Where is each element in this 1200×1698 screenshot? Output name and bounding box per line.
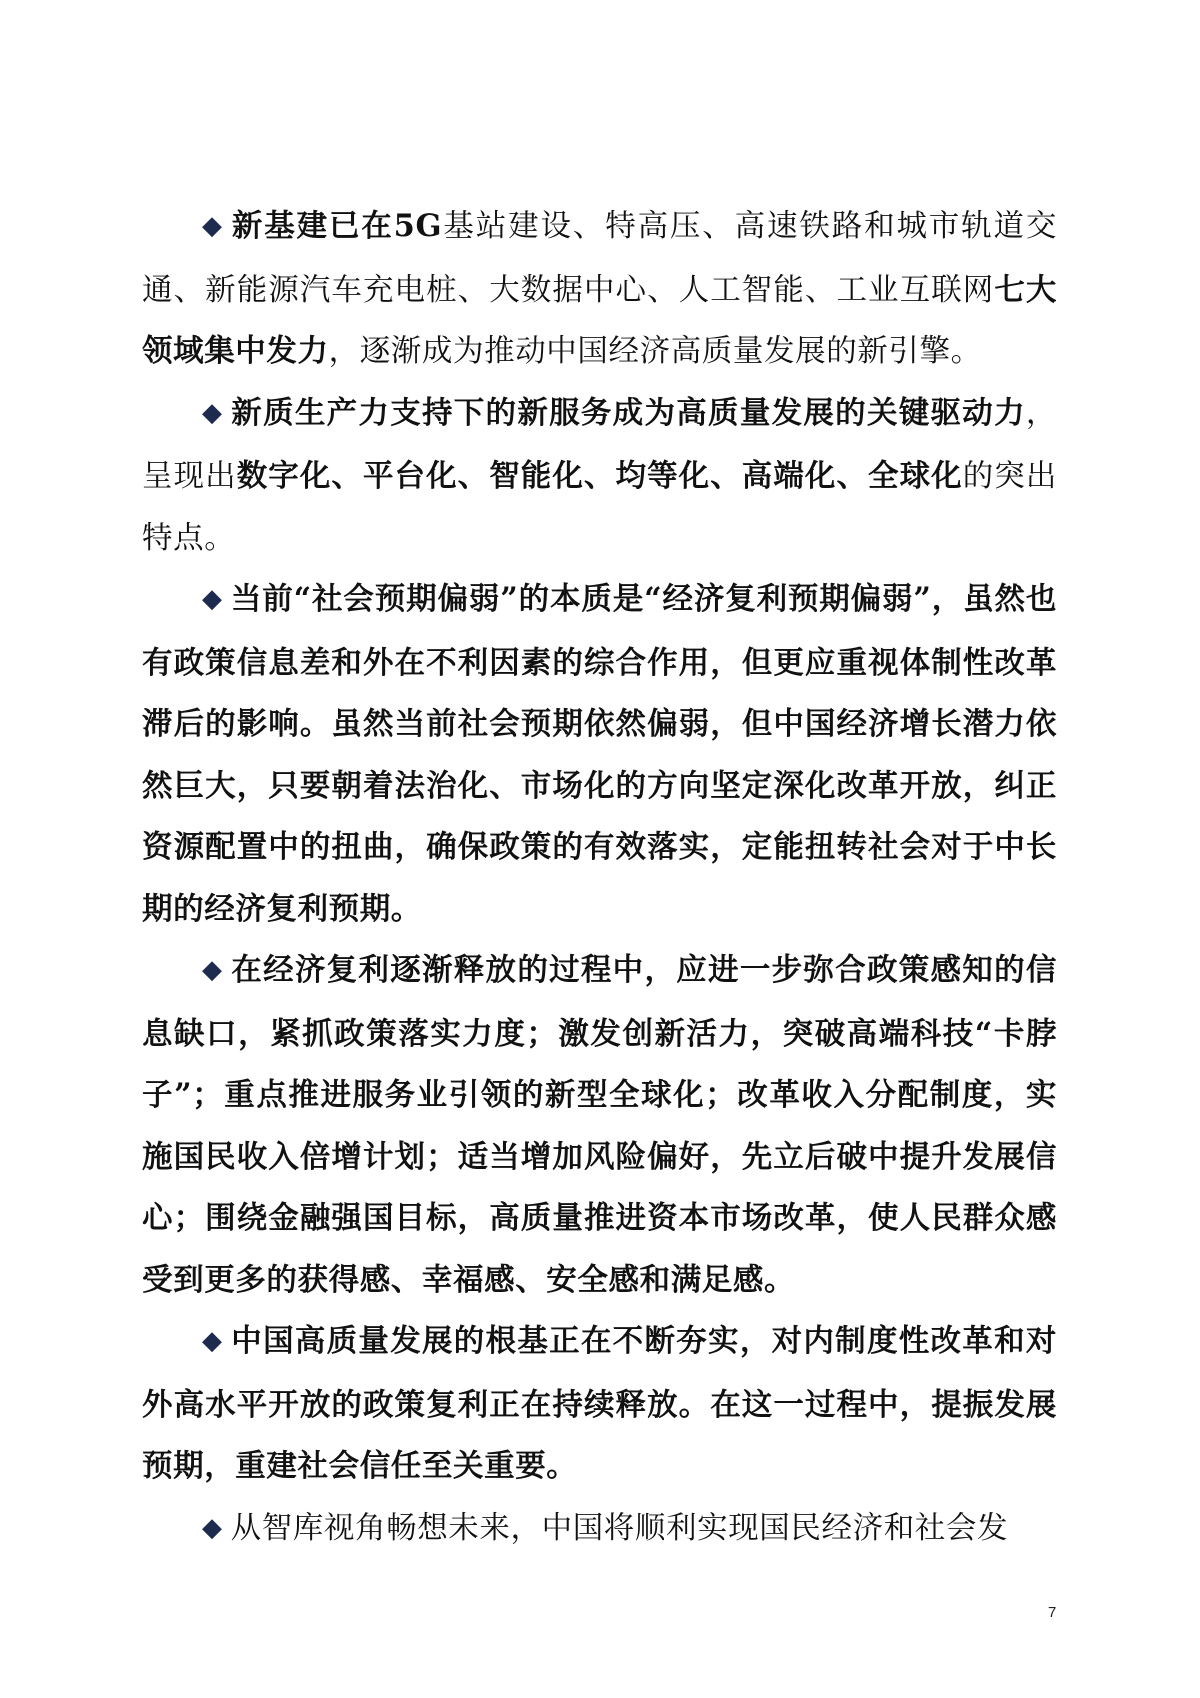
diamond-bullet-icon: ◆ <box>202 584 223 614</box>
paragraph-new-services <box>142 383 1057 570</box>
paragraph-development-foundation <box>142 1311 1057 1498</box>
paragraph-new-infrastructure <box>142 196 1057 383</box>
bold-lead-text: 新质生产力支持下的新服务成为高质量发展的关键驱动力 <box>231 394 1026 431</box>
paragraph-social-expectations <box>142 569 1057 940</box>
paragraph-text: 从智库视角畅想未来，中国将顺利实现国民经济和社会发 <box>230 1510 1009 1546</box>
diamond-bullet-icon: ◆ <box>202 1326 224 1356</box>
bold-tail-text: 数字化、平台化、智能化、均等化、高端化、全球化 <box>236 458 963 494</box>
bold-tail-text: 七大领域集中发力 <box>142 271 1057 369</box>
paragraph-policy-recommendations <box>142 940 1057 1311</box>
paragraph-think-tank-outlook <box>142 1498 1057 1562</box>
paragraph-text: 当前“社会预期偏弱”的本质是“经济复利预期偏弱”，虽然也有政策信息差和外在不利因素的综合作用，但更应重视体制性改革滞后的影响。虽然当前社会预期依然偏弱，但中国经济增长潜力依然巨大，只要朝着法治化、市场化的方向坚定深化改革开放，纠正资源配置中的扭曲，确保政策的有效落实，定能扭转社会对于中长期的经济复利预期。 <box>142 581 1057 927</box>
normal-text: 基站建设、特高压、高速铁路和城市轨道交通、新能源汽车充电桩、大数据中心、人工智能、工业互联网 <box>142 209 1057 308</box>
paragraph-text: 在经济复利逐渐释放的过程中，应进一步弥合政策感知的信息缺口，紧抓政策落实力度；激发创新活力，突破高端科技“卡脖子”；重点推进服务业引领的新型全球化；改革收入分配制度，实施国民收入倍增计划；适当增加风险偏好，先立后破中提升发展信心；围绕金融强国目标，高质量推进资本市场改革，使人民群众感受到更多的获得感、幸福感、安全感和满足感。 <box>142 952 1057 1298</box>
bold-lead-text: 新基建已在5G <box>231 208 443 244</box>
diamond-bullet-icon: ◆ <box>202 1512 223 1543</box>
normal-text: ，呈现出 <box>142 395 1057 494</box>
normal-text: ，逐渐成为推动中国经济高质量发展的新引擎。 <box>328 334 982 369</box>
diamond-bullet-icon: ◆ <box>202 397 224 428</box>
page-number: 7 <box>1048 1604 1057 1621</box>
paragraph-text: 中国高质量发展的根基正在不断夯实，对内制度性改革和对外高水平开放的政策复利正在持续释放。在这一过程中，提振发展预期，重建社会信任至关重要。 <box>142 1323 1057 1484</box>
normal-text: 的突出特点。 <box>142 459 1057 556</box>
diamond-bullet-icon: ◆ <box>202 211 224 241</box>
diamond-bullet-icon: ◆ <box>202 955 224 985</box>
document-body <box>142 196 1057 1561</box>
